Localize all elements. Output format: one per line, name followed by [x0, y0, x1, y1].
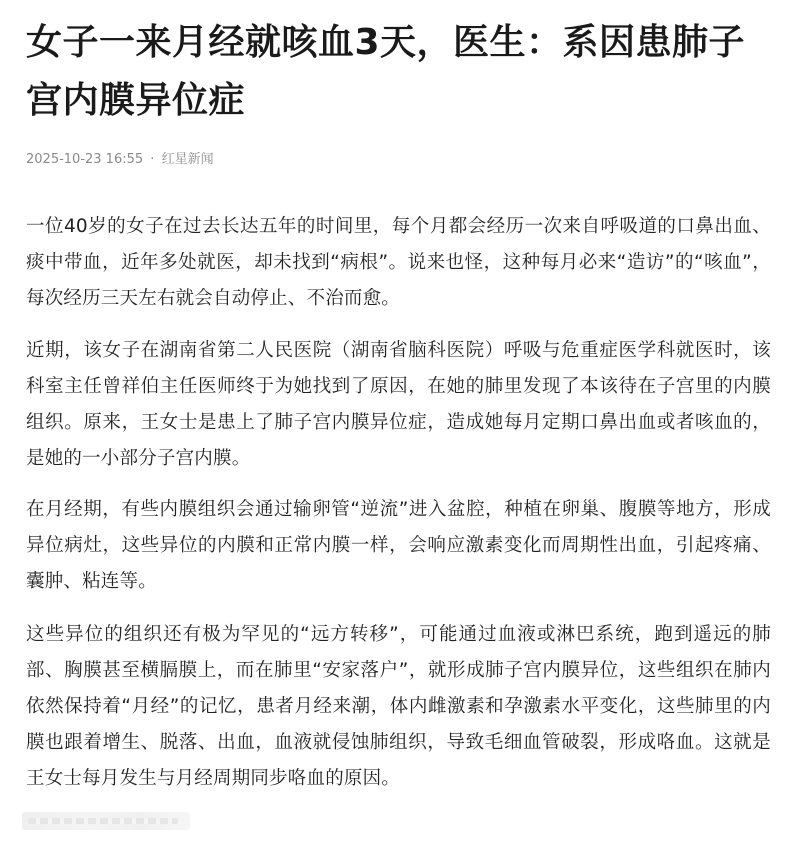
meta-separator: · [150, 152, 155, 167]
blurred-footer-placeholder [22, 812, 190, 830]
article-meta [26, 150, 214, 170]
source-name[interactable]: 红星新闻 [161, 152, 214, 167]
paragraph-2: 近期，该女子在湖南省第二人民医院（湖南省脑科医院）呼吸与危重症医学科就医时，该科室主任曾祥伯主任医师终于为她找到了原因，在她的肺里发现了本该待在子宫里的内膜组织。原来，王女士是患上了肺子宫内膜异位症，造成她每月定期口鼻出血或者咳血的，是她的一小部分子宫内膜。 [26, 340, 771, 469]
paragraph-1: 一位40岁的女子在过去长达五年的时间里，每个月都会经历一次来自呼吸道的口鼻出血、痰中带血，近年多处就医，却未找到“病根”。说来也怪，这种每月必来“造访”的“咳血”，每次经历三天左右就会自动停止、不治而愈。 [26, 216, 771, 309]
publish-datetime: 2025-10-23 16:55 [26, 152, 144, 167]
paragraph-3: 在月经期，有些内膜组织会通过输卵管“逆流”进入盆腔，种植在卵巢、腹膜等地方，形成异位病灶，这些异位的内膜和正常内膜一样，会响应激素变化而周期性出血，引起疼痛、囊肿、粘连等。 [26, 499, 771, 592]
paragraph-4: 这些异位的组织还有极为罕见的“远方转移”，可能通过血液或淋巴系统，跑到遥远的肺部、胸膜甚至横膈膜上，而在肺里“安家落户”，就形成肺子宫内膜异位，这些组织在肺内依然保持着“月经”的记忆，患者月经来潮，体内雌激素和孕激素水平变化，这些肺里的内膜也跟着增生、脱落、出血，血液就侵蚀肺组织，导致毛细血管破裂，形成咯血。这就是王女士每月发生与月经周期同步咯血的原因。 [26, 624, 771, 789]
article-title: 女子一来月经就咳血3天，医生：系因患肺子宫内膜异位症 [26, 22, 746, 121]
